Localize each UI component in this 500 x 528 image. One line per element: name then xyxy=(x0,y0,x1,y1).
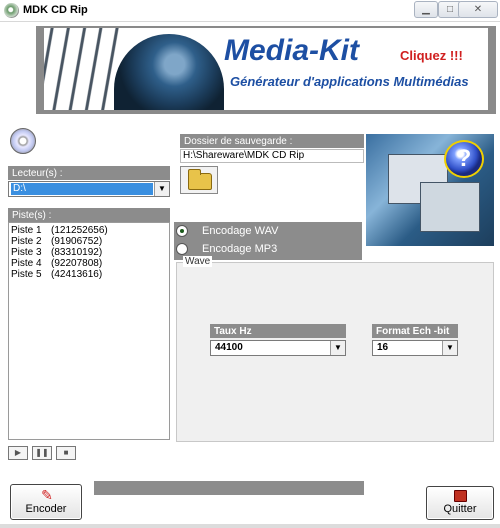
maximize-button[interactable]: □ xyxy=(438,1,462,18)
browse-folder-button[interactable] xyxy=(180,166,218,194)
window-bottom-border xyxy=(0,524,500,528)
radio-button[interactable] xyxy=(176,243,188,255)
app-cd-icon xyxy=(4,3,19,18)
cd-drive-icon xyxy=(10,128,36,154)
list-item[interactable]: Piste 1 (121252656) xyxy=(11,225,108,236)
title-bar xyxy=(0,0,500,22)
screenshot-window xyxy=(420,182,480,232)
bit-format-label: Format Ech -bit xyxy=(372,324,458,338)
list-item[interactable]: Piste 4 (92207808) xyxy=(11,258,103,269)
chevron-down-icon[interactable]: ▼ xyxy=(442,341,457,355)
play-icon[interactable]: ▶ xyxy=(8,446,28,460)
chevron-down-icon[interactable]: ▼ xyxy=(154,182,169,196)
list-item[interactable]: Piste 2 (91906752) xyxy=(11,236,103,247)
bit-format-value: 16 xyxy=(377,342,389,353)
window-title: MDK CD Rip xyxy=(23,4,88,16)
drive-select[interactable] xyxy=(8,181,170,197)
chevron-down-icon[interactable]: ▼ xyxy=(330,341,345,355)
encode-button[interactable] xyxy=(10,484,82,520)
close-button[interactable]: ✕ xyxy=(458,1,498,18)
quit-button-label: Quitter xyxy=(443,503,477,515)
exit-icon xyxy=(454,490,467,502)
wave-group-label: Wave xyxy=(185,256,211,267)
stop-icon[interactable]: ■ xyxy=(56,446,76,460)
sample-rate-select[interactable] xyxy=(210,340,346,356)
track-list[interactable] xyxy=(8,222,170,440)
radio-encoding-wav[interactable]: Encodage WAV xyxy=(174,224,362,240)
save-folder-label: Dossier de sauvegarde : xyxy=(180,134,364,148)
banner-tagline: Générateur d'applications Multimédias xyxy=(230,74,469,89)
banner-cta[interactable]: Cliquez !!! xyxy=(400,48,463,63)
tracks-label: Piste(s) : xyxy=(8,208,170,222)
bit-format-select[interactable] xyxy=(372,340,458,356)
list-item[interactable]: Piste 3 (83310192) xyxy=(11,247,103,258)
progress-bar xyxy=(94,481,364,495)
media-kit-banner[interactable] xyxy=(44,28,488,110)
banner-brand: Media-Kit xyxy=(224,34,359,67)
pencil-icon: ✎ xyxy=(41,487,53,503)
minimize-button[interactable]: ▁ xyxy=(414,1,438,18)
save-path-field[interactable]: H:\Shareware\MDK CD Rip xyxy=(180,149,364,163)
radio-button[interactable] xyxy=(176,225,188,237)
globe-image xyxy=(114,34,224,110)
banner-art xyxy=(44,28,124,110)
list-item[interactable]: Piste 5 (42413616) xyxy=(11,269,103,280)
sample-rate-value: 44100 xyxy=(215,342,243,353)
pause-icon[interactable]: ❚❚ xyxy=(32,446,52,460)
drive-label: Lecteur(s) : xyxy=(8,166,170,180)
encoding-options xyxy=(174,222,362,260)
help-icon[interactable]: ? xyxy=(444,140,484,178)
drive-selected-value: D:\ xyxy=(11,183,153,195)
radio-encoding-mp3[interactable]: Encodage MP3 xyxy=(174,242,362,258)
folder-icon xyxy=(188,173,212,190)
sample-rate-label: Taux Hz xyxy=(210,324,346,338)
encode-button-label: Encoder xyxy=(25,503,67,515)
app-screenshot-image xyxy=(366,134,494,246)
quit-button[interactable] xyxy=(426,486,494,520)
